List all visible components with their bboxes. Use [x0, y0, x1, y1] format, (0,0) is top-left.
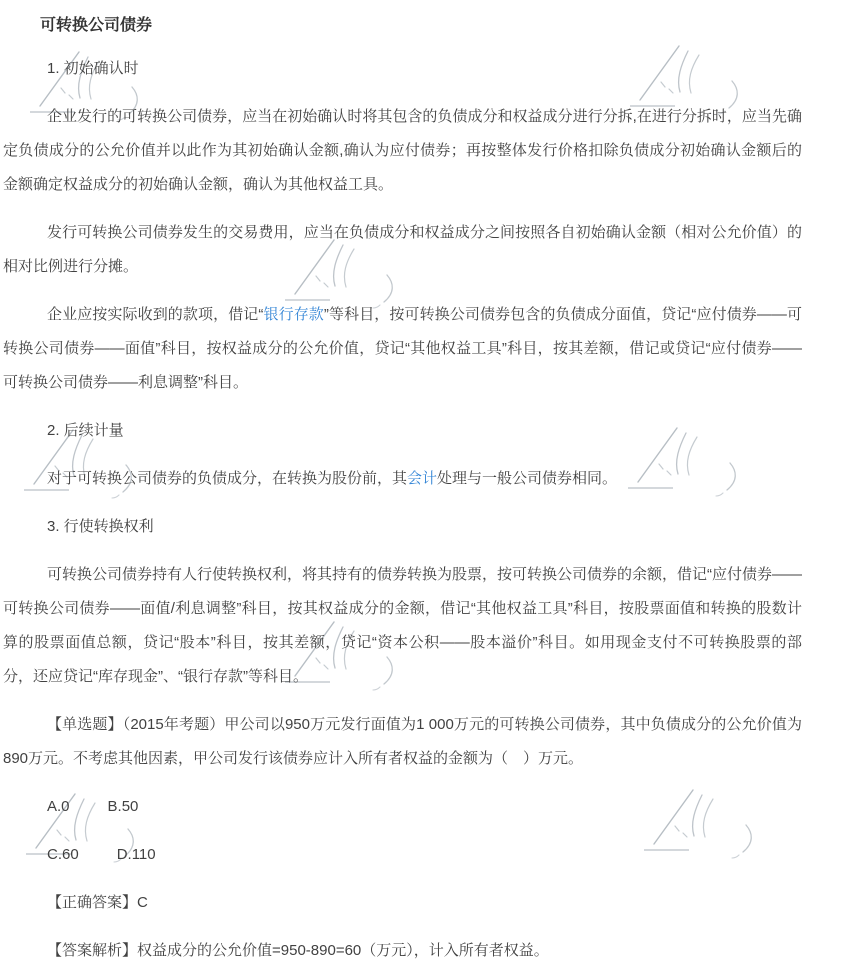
option-B: B.50 [107, 798, 139, 815]
correct-answer-value: C [137, 894, 148, 911]
paragraph [3, 298, 802, 400]
paragraph [3, 708, 802, 776]
page-title: 可转换公司债券 [40, 17, 153, 34]
analysis-line [3, 934, 802, 968]
paragraph [3, 100, 802, 202]
option-C: C.60 [47, 846, 79, 863]
paragraph [3, 558, 802, 694]
document-blocks [3, 52, 802, 776]
text-run: 2. 后续计量 [47, 422, 124, 439]
text-run: 对于可转换公司债券的负债成分，在转换为股份前，其 [47, 470, 408, 487]
option-D: D.110 [116, 846, 156, 863]
inline-link[interactable]: 银行存款 [263, 306, 324, 323]
text-run: 3. 行使转换权利 [47, 518, 154, 535]
paragraph [3, 216, 802, 284]
text-run: 1. 初始确认时 [47, 60, 139, 77]
text-run: 处理与一般公司债券相同。 [437, 470, 618, 487]
section-heading [3, 52, 802, 86]
options-group [3, 790, 802, 872]
text-run: 【单选题】（2015年考题）甲公司以950万元发行面值为1 000万元的可转换公司债券，其中负债成分的公允价值为890万元。不考虑其他因素，甲公司发行该债券应计入所有者权益的金额为（ ）万元。 [3, 716, 802, 767]
text-run: 企业发行的可转换公司债券，应当在初始确认时将其包含的负债成分和权益成分进行分拆,在进行分拆时，应当先确定负债成分的公允价值并以此作为其初始确认金额,确认为应付债券；再按整体发行价格扣除负债成分初始确认金额后的金额确定权益成分的初始确认金额，确认为其他权益工具。 [3, 108, 802, 193]
section-heading [3, 510, 802, 544]
text-run: 企业应按实际收到的款项，借记“ [47, 306, 264, 323]
analysis-text: 权益成分的公允价值=950-890=60（万元），计入所有者权益。 [137, 942, 549, 959]
text-run: ”等科目，按可转换公司债券包含的负债成分面值，贷记“应付债券——可转换公司债券——面值”科目，按权益成分的公允价值，贷记“其他权益工具”科目，按其差额，借记或贷记“应付债券——可转换公司债券——利息调整”科目。 [3, 306, 802, 391]
correct-answer-label: 【正确答案】 [47, 894, 138, 911]
paragraph [3, 462, 802, 496]
section-heading [3, 414, 802, 448]
text-run: 可转换公司债券持有人行使转换权利，将其持有的债券转换为股票，按可转换公司债券的余额，借记“应付债券——可转换公司债券——面值/利息调整”科目，按其权益成分的金额，借记“其他权益工具”科目，按股票面值和转换的股数计算的股票面值总额，贷记“股本”科目，按其差额，贷记“资本公积——股本溢价”科目。如用现金支付不可转换股票的部分，还应贷记“库存现金”、“银行存款”等科目。 [3, 566, 803, 685]
correct-answer-line [3, 886, 802, 920]
inline-link[interactable]: 会计 [407, 470, 438, 487]
options-row [3, 838, 802, 872]
options-row [3, 790, 802, 824]
analysis-label: 【答案解析】 [47, 942, 138, 959]
text-run: 发行可转换公司债券发生的交易费用，应当在负债成分和权益成分之间按照各自初始确认金额（相对公允价值）的相对比例进行分摊。 [3, 224, 802, 275]
option-A: A.0 [47, 798, 70, 815]
